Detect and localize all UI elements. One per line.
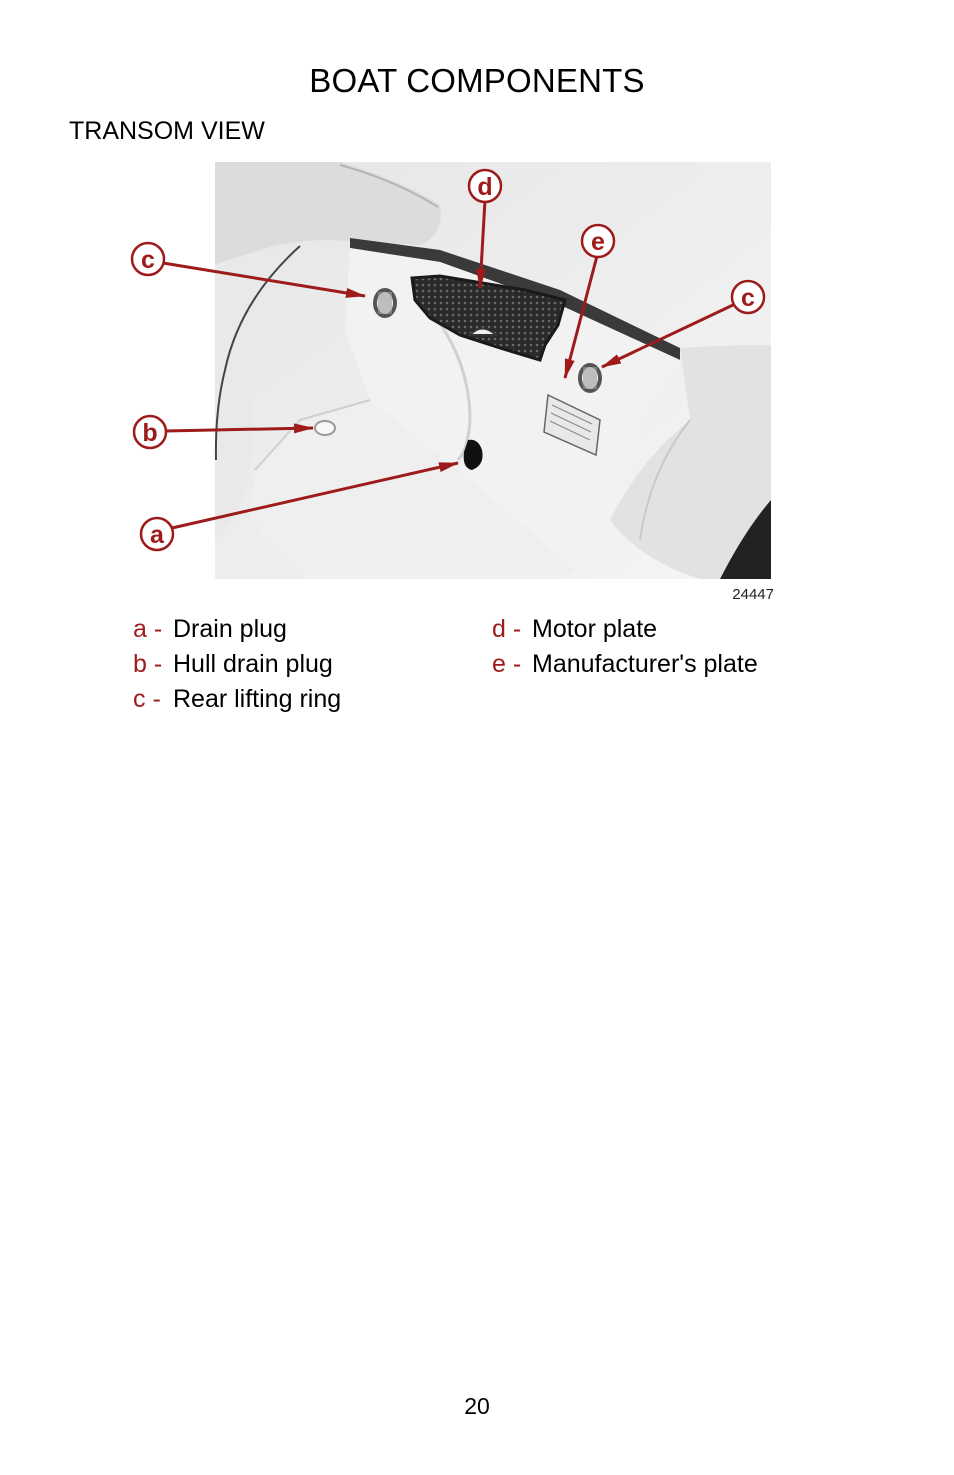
callout-c-right-letter: c [741,284,755,312]
legend-key: a - [133,615,163,643]
callout-b-letter: b [142,419,158,447]
callout-e-letter: e [591,228,605,256]
legend-item-d [492,612,758,647]
transom-view-figure [0,0,954,600]
legend-item-a [133,612,341,647]
legend-label: Motor plate [532,615,658,643]
left-lifting-ring-shape [375,290,395,316]
section-subtitle: TRANSOM VIEW [69,117,265,145]
callout-e [582,225,614,257]
legend-item-e [492,647,758,682]
legend-item-c [133,682,341,717]
callout-b [134,416,166,448]
callout-a-letter: a [150,521,164,549]
legend-key: d - [492,615,522,643]
legend-key: c - [133,685,161,713]
transom-photo [215,162,771,579]
right-lifting-ring-shape [580,365,600,391]
legend-label: Manufacturer's plate [532,650,758,678]
legend-key: e - [492,650,522,678]
callout-d-letter: d [477,173,493,201]
legend-key: b - [133,650,163,678]
page-title: BOAT COMPONENTS [309,62,645,99]
legend-label: Hull drain plug [173,650,333,678]
callout-a [141,518,173,550]
legend-label: Rear lifting ring [173,685,342,713]
callout-c-right [732,281,764,313]
legend-label: Drain plug [173,615,287,643]
legend-left-column [133,612,341,717]
page-number: 20 [464,1393,490,1419]
hull-drain-plug-shape [315,421,335,435]
callout-c-left [132,243,164,275]
callout-c-left-letter: c [141,246,155,274]
figure-number: 24447 [732,586,774,603]
legend-item-b [133,647,341,682]
callout-d [469,170,501,202]
legend-right-column [492,612,758,682]
